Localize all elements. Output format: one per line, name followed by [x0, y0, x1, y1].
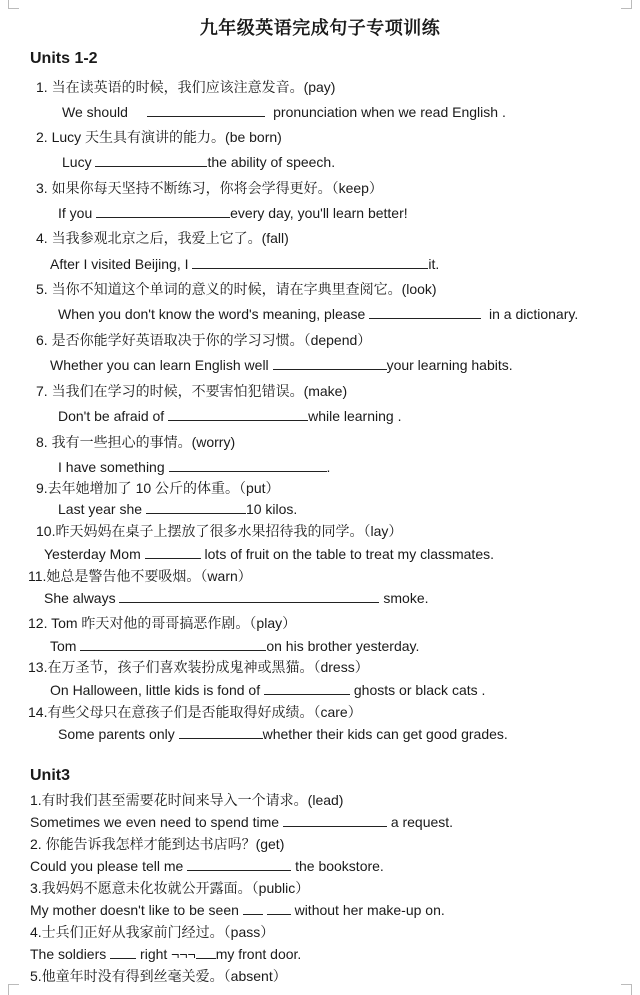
- question-3-english: If you every day, you'll learn better!: [58, 205, 408, 221]
- answer-blank[interactable]: [169, 459, 327, 472]
- question-2-chinese: 2. Lucy 天生具有演讲的能力。(be born): [36, 129, 282, 145]
- unit3-question-5-chinese: 5.他童年时没有得到丝毫关爱。（absent）: [30, 968, 287, 984]
- question-6-english: Whether you can learn English well your learning habits.: [50, 357, 513, 373]
- answer-blank[interactable]: [145, 546, 201, 559]
- unit3-question-3-english: My mother doesn't like to be seen without her make-up on.: [30, 902, 445, 918]
- unit3-question-4-chinese: 4.士兵们正好从我家前门经过。（pass）: [30, 924, 275, 940]
- question-4-english: After I visited Beijing, I it.: [50, 256, 440, 272]
- question-5-english: When you don't know the word's meaning, please in a dictionary.: [58, 306, 579, 322]
- question-5-chinese: 5. 当你不知道这个单词的意义的时候，请在字典里查阅它。(look): [36, 281, 437, 297]
- unit3-question-4-english: The soldiers right ¬¬¬ my front door.: [30, 946, 302, 962]
- page-corner-mark: [8, 0, 19, 9]
- question-7-chinese: 7. 当我们在学习的时候，不要害怕犯错误。(make): [36, 383, 348, 399]
- answer-blank[interactable]: [369, 306, 481, 319]
- question-12-english: Tom on his brother yesterday.: [50, 638, 420, 654]
- question-2-english: Lucy the ability of speech.: [62, 154, 336, 170]
- question-8-english: I have something .: [58, 459, 331, 475]
- answer-blank[interactable]: [80, 638, 266, 651]
- question-10-chinese: 10.昨天妈妈在桌子上摆放了很多水果招待我的同学。（lay）: [36, 523, 403, 539]
- question-11-english: She always smoke.: [44, 590, 429, 606]
- answer-blank[interactable]: [95, 154, 207, 167]
- question-12-chinese: 12. Tom 昨天对他的哥哥搞恶作剧。（play）: [28, 615, 297, 631]
- question-13-english: On Halloween, little kids is fond of ghosts or black cats .: [50, 682, 486, 698]
- question-8-chinese: 8. 我有一些担心的事情。(worry): [36, 434, 236, 450]
- answer-blank[interactable]: [110, 946, 136, 959]
- answer-blank[interactable]: [267, 902, 291, 915]
- section-heading-unit-3: Unit3: [30, 767, 70, 784]
- answer-blank[interactable]: [243, 902, 263, 915]
- unit3-question-3-chinese: 3.我妈妈不愿意未化妆就公开露面。（public）: [30, 880, 310, 896]
- unit3-question-2-chinese: 2. 你能告诉我怎样才能到达书店吗？(get): [30, 836, 285, 852]
- answer-blank[interactable]: [283, 814, 387, 827]
- answer-blank[interactable]: [196, 946, 216, 959]
- unit3-question-1-english: Sometimes we even need to spend time a request.: [30, 814, 454, 830]
- unit3-question-2-english: Could you please tell me the bookstore.: [30, 858, 384, 874]
- question-9-english: Last year she 10 kilos.: [58, 501, 298, 517]
- question-10-english: Yesterday Mom lots of fruit on the table to treat my classmates.: [44, 546, 494, 562]
- answer-blank[interactable]: [168, 408, 308, 421]
- page-corner-mark: [621, 984, 632, 995]
- question-4-chinese: 4. 当我参观北京之后，我爱上它了。(fall): [36, 230, 289, 246]
- question-11-chinese: 11.她总是警告他不要吸烟。（warn）: [28, 568, 252, 584]
- answer-blank[interactable]: [192, 256, 428, 269]
- page-title: 九年级英语完成句子专项训练: [199, 18, 441, 38]
- page-corner-mark: [8, 984, 19, 995]
- question-3-chinese: 3. 如果你每天坚持不断练习，你将会学得更好。（keep）: [36, 180, 383, 196]
- question-9-chinese: 9.去年她增加了 10 公斤的体重。（put）: [36, 480, 280, 496]
- answer-blank[interactable]: [187, 858, 291, 871]
- unit3-question-1-chinese: 1.有时我们甚至需要花时间来导入一个请求。(lead): [30, 792, 344, 808]
- answer-blank[interactable]: [179, 726, 263, 739]
- answer-blank[interactable]: [147, 104, 265, 117]
- answer-blank[interactable]: [146, 501, 246, 514]
- answer-blank[interactable]: [96, 205, 230, 218]
- question-6-chinese: 6. 是否你能学好英语取决于你的学习习惯。（depend）: [36, 332, 372, 348]
- answer-blank[interactable]: [273, 357, 387, 370]
- question-14-english: Some parents only whether their kids can get good grades.: [58, 726, 508, 742]
- question-7-english: Don't be afraid of while learning .: [58, 408, 402, 424]
- question-14-chinese: 14.有些父母只在意孩子们是否能取得好成绩。（care）: [28, 704, 362, 720]
- section-heading-units-1-2: Units 1-2: [30, 50, 98, 67]
- answer-blank[interactable]: [119, 590, 379, 603]
- answer-blank[interactable]: [264, 682, 350, 695]
- answer-marks: ¬¬¬: [171, 946, 196, 962]
- question-1-chinese: 1. 当在读英语的时候，我们应该注意发音。(pay): [36, 79, 336, 95]
- question-1-english: We should pronunciation when we read English .: [62, 104, 506, 120]
- question-13-chinese: 13.在万圣节，孩子们喜欢装扮成鬼神或黑猫。（dress）: [28, 659, 369, 675]
- page-corner-mark: [621, 0, 632, 9]
